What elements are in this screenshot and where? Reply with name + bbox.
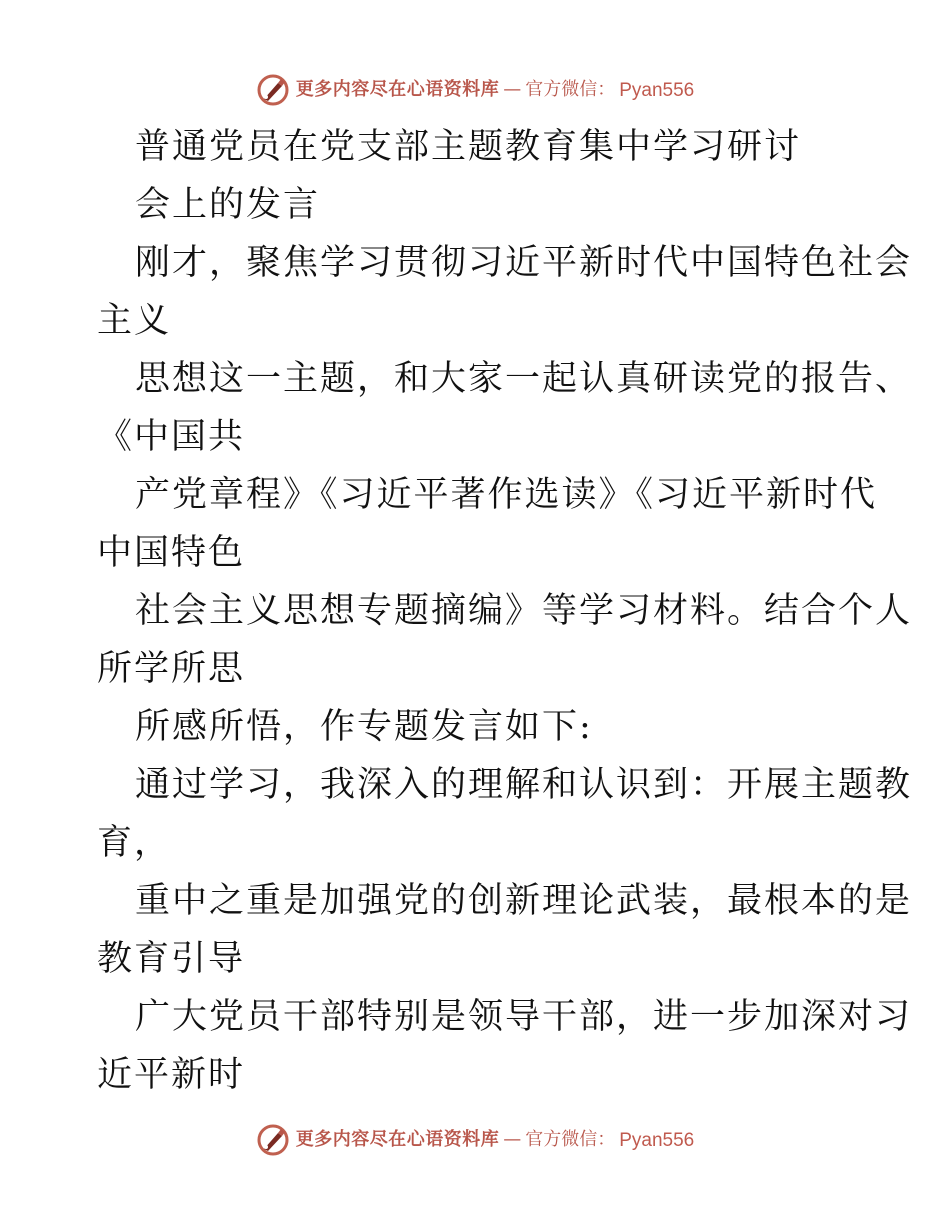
paragraph-line: 育， xyxy=(97,823,172,863)
paragraph-line: 近平新时 xyxy=(97,1055,246,1095)
pen-logo-icon xyxy=(256,73,290,107)
footer-watermark-banner xyxy=(0,1120,950,1160)
doc-title-line-1: 普通党员在党支部主题教育集中学习研讨 xyxy=(135,127,802,167)
banner-main-text: 更多内容尽在心语资料库 xyxy=(295,1129,500,1150)
paragraph-line: 《中国共 xyxy=(97,417,246,457)
paragraph-line: 中国特色 xyxy=(97,533,246,573)
paragraph-line: 重中之重是加强党的创新理论武装，最根本的是 xyxy=(135,881,913,921)
paragraph-line: 主义 xyxy=(97,301,172,341)
paragraph-line: 刚才，聚焦学习贯彻习近平新时代中国特色社会 xyxy=(135,243,913,283)
banner-wechat-id: Pyan556 xyxy=(619,1129,695,1151)
banner-separator: — xyxy=(503,1129,522,1150)
paragraph-line: 通过学习，我深入的理解和认识到：开展主题教 xyxy=(135,765,913,805)
paragraph-line: 广大党员干部特别是领导干部，进一步加深对习 xyxy=(135,997,913,1037)
banner-wechat-label: 官方微信： xyxy=(525,79,616,100)
paragraph-line: 思想这一主题，和大家一起认真研读党的报告、 xyxy=(135,359,913,399)
paragraph-line: 所感所悟，作专题发言如下: xyxy=(135,707,593,747)
banner-separator: — xyxy=(503,79,522,100)
document-body xyxy=(97,118,913,1104)
doc-title-line-2: 会上的发言 xyxy=(135,185,321,225)
paragraph-line: 产党章程》《习近平著作选读》《习近平新时代 xyxy=(135,475,878,515)
banner-wechat-id: Pyan556 xyxy=(619,79,695,101)
banner-wechat-label: 官方微信： xyxy=(525,1129,616,1150)
header-watermark-banner xyxy=(0,70,950,110)
paragraph-line: 教育引导 xyxy=(97,939,246,979)
paragraph-line: 所学所思 xyxy=(97,649,246,689)
paragraph-line: 社会主义思想专题摘编》等学习材料。结合个人 xyxy=(135,591,913,631)
banner-main-text: 更多内容尽在心语资料库 xyxy=(295,79,500,100)
pen-logo-icon xyxy=(256,1123,290,1157)
